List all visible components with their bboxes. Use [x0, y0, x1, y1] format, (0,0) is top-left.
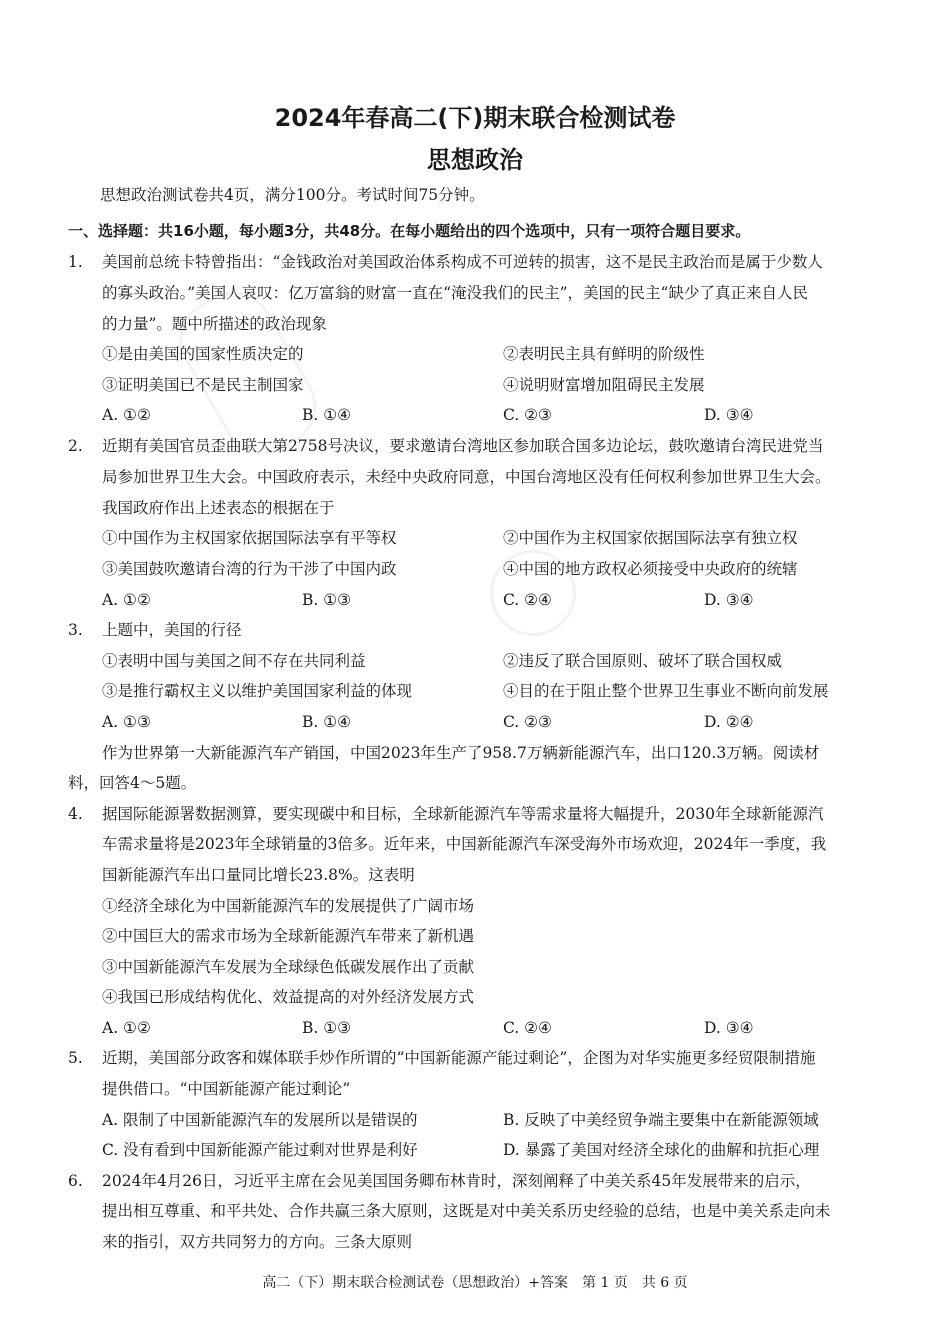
page-footer: 高二（下）期末联合检测试卷（思想政治）+答案 第 1 页 共 6 页: [262, 1275, 688, 1291]
choice-b: B. ①④: [302, 406, 352, 424]
question-number: 6.: [68, 1172, 83, 1190]
exam-title: 2024年春高二(下)期末联合检测试卷: [274, 104, 676, 132]
statement-option: ③证明美国已不是民主制国家: [102, 376, 304, 394]
choice-b: B. 反映了中美经贸争端主要集中在新能源领域: [503, 1111, 819, 1129]
question-number: 3.: [68, 621, 83, 639]
choice-a: A. ①②: [102, 406, 151, 424]
statement-option: ③是推行霸权主义以维护美国国家利益的体现: [102, 682, 413, 700]
statement-option: ①中国作为主权国家依据国际法享有平等权: [102, 529, 397, 547]
question-stem-line: 据国际能源署数据测算，要实现碳中和目标，全球新能源汽车等需求量将大幅提升，2030年全球新能源汽: [102, 805, 824, 823]
question-stem-line: 2024年4月26日，习近平主席在会见美国国务卿布林肯时，深刻阐释了中美关系45年发展带来的启示，: [102, 1172, 811, 1190]
question-stem-line: 近期，美国部分政客和媒体联手炒作所谓的“中国新能源产能过剩论”，企图为对华实施更多经贸限制措施: [102, 1049, 816, 1067]
question-number: 5.: [68, 1049, 83, 1067]
question-stem-line: 的寡头政治。”美国人哀叹：亿万富翁的财富一直在“淹没我们的民主”，美国的民主“缺少了真正来自人民: [102, 284, 808, 302]
question-stem-line: 提出相互尊重、和平共处、合作共赢三条大原则，这既是对中美关系历史经验的总结，也是中美关系走向未: [102, 1202, 831, 1220]
section-heading: 一、选择题：共16小题，每小题3分，共48分。在每小题给出的四个选项中，只有一项符合题目要求。: [68, 222, 751, 240]
statement-option: ②中国巨大的需求市场为全球新能源汽车带来了新机遇: [102, 927, 475, 945]
statement-option: ②中国作为主权国家依据国际法享有独立权: [503, 529, 798, 547]
choice-a: A. ①③: [102, 713, 151, 731]
choice-c: C. ②③: [503, 713, 552, 731]
statement-option: ④中国的地方政权必须接受中央政府的统辖: [503, 560, 798, 578]
choice-a: A. ①②: [102, 591, 151, 609]
choice-d: D. ②④: [704, 713, 754, 731]
statement-option: ④我国已形成结构优化、效益提高的对外经济发展方式: [102, 988, 475, 1006]
reading-material-line: 料，回答4～5题。: [68, 774, 197, 792]
question-stem-line: 的力量”。题中所描述的政治现象: [102, 315, 327, 333]
choice-c: C. ②④: [503, 1019, 552, 1037]
statement-option: ①经济全球化为中国新能源汽车的发展提供了广阔市场: [102, 897, 475, 915]
question-stem-line: 近期有美国官员歪曲联大第2758号决议，要求邀请台湾地区参加联合国多边论坛，鼓吹邀请台湾民进党当: [102, 437, 824, 455]
question-stem-line: 国新能源汽车出口量同比增长23.8%。这表明: [102, 866, 415, 884]
question-stem-line: 上题中，美国的行径: [102, 621, 242, 639]
statement-option: ②表明民主具有鲜明的阶级性: [503, 345, 705, 363]
choice-c: C. ②③: [503, 406, 552, 424]
question-stem-line: 局参加世界卫生大会。中国政府表示，未经中央政府同意，中国台湾地区没有任何权利参加世界卫生大会。: [102, 468, 831, 486]
statement-option: ②违反了联合国原则、破坏了联合国权威: [503, 652, 783, 670]
choice-d: D. ③④: [704, 591, 754, 609]
statement-option: ①是由美国的国家性质决定的: [102, 345, 304, 363]
question-stem-line: 车需求量将是2023年全球销量的3倍多。近年来，中国新能源汽车深受海外市场欢迎，2024年一季度，我: [102, 835, 827, 853]
subject-title: 思想政治: [427, 146, 523, 174]
question-number: 2.: [68, 437, 83, 455]
question-number: 4.: [68, 805, 83, 823]
question-stem-line: 来的指引，双方共同努力的方向。三条大原则: [102, 1233, 413, 1251]
choice-a: A. 限制了中国新能源汽车的发展所以是错误的: [102, 1111, 418, 1129]
choice-d: D. ③④: [704, 406, 754, 424]
choice-d: D. 暴露了美国对经济全球化的曲解和抗拒心理: [503, 1141, 820, 1159]
question-stem-line: 我国政府作出上述表态的根据在于: [102, 499, 335, 517]
question-stem-line: 提供借口。“中国新能源产能过剩论”: [102, 1080, 351, 1098]
choice-b: B. ①④: [302, 713, 352, 731]
statement-option: ③美国鼓吹邀请台湾的行为干涉了中国内政: [102, 560, 397, 578]
choice-c: C. ②④: [503, 591, 552, 609]
choice-b: B. ①③: [302, 591, 352, 609]
statement-option: ④目的在于阻止整个世界卫生事业不断向前发展: [503, 682, 829, 700]
choice-b: B. ①③: [302, 1019, 352, 1037]
question-number: 1.: [68, 253, 83, 271]
statement-option: ①表明中国与美国之间不存在共同利益: [102, 652, 366, 670]
intro-text: 思想政治测试卷共4页，满分100分。考试时间75分钟。: [100, 186, 485, 204]
statement-option: ③中国新能源汽车发展为全球绿色低碳发展作出了贡献: [102, 958, 475, 976]
question-stem-line: 美国前总统卡特曾指出：“金钱政治对美国政治体系构成不可逆转的损害，这不是民主政治而是属于少数人: [102, 253, 823, 271]
choice-c: C. 没有看到中国新能源产能过剩对世界是利好: [102, 1141, 418, 1159]
choice-d: D. ③④: [704, 1019, 754, 1037]
choice-a: A. ①②: [102, 1019, 151, 1037]
statement-option: ④说明财富增加阻碍民主发展: [503, 376, 705, 394]
reading-material-line: 作为世界第一大新能源汽车产销国，中国2023年生产了958.7万辆新能源汽车，出口120.3万辆。阅读材: [102, 744, 820, 762]
